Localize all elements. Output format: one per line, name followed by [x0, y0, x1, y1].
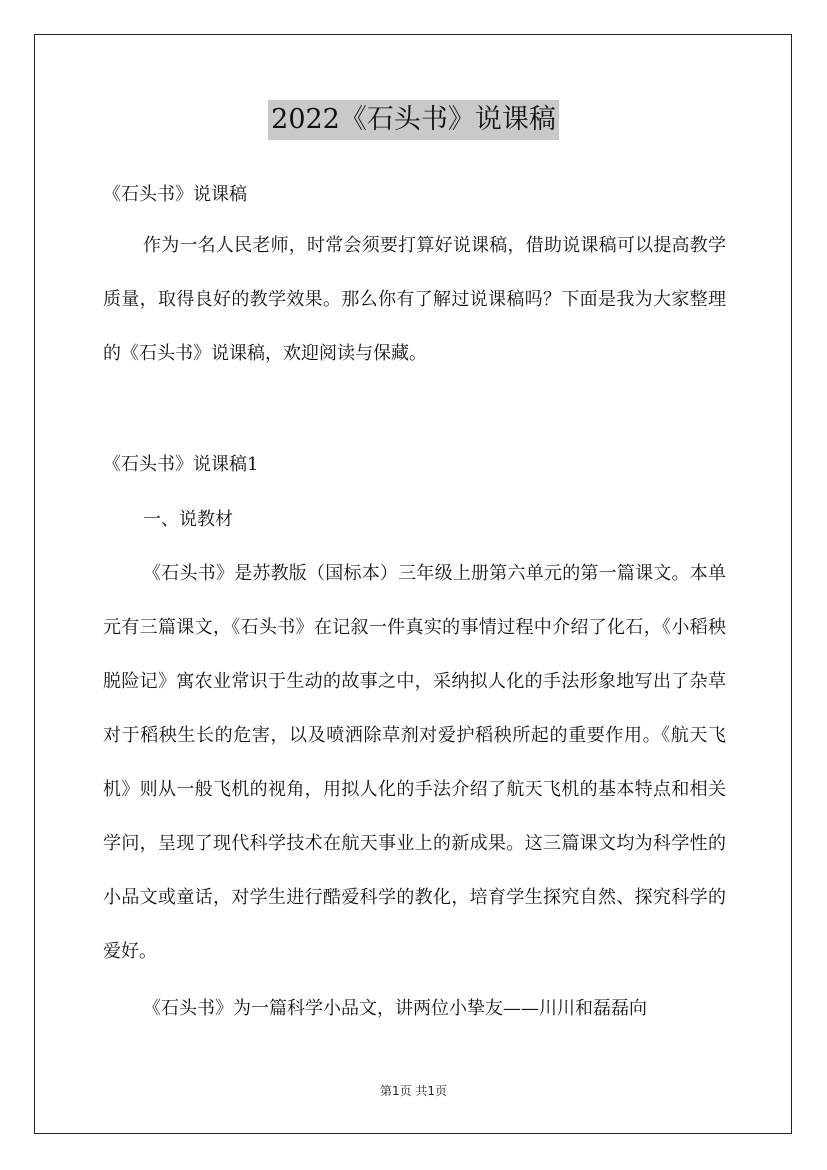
document-title: 2022《石头书》说课稿 — [268, 100, 559, 140]
title-container — [0, 100, 827, 140]
document-subtitle: 《石头书》说课稿 — [103, 184, 247, 205]
intro-paragraph: 作为一名人民老师，时常会须要打算好说课稿，借助说课稿可以提高教学质量，取得良好的教学效果。那么你有了解过说课稿吗？下面是我为大家整理的《石头书》说课稿，欢迎阅读与保藏。 — [103, 235, 726, 364]
body-paragraph-1: 《石头书》是苏教版（国标本）三年级上册第六单元的第一篇课文。本单元有三篇课文，《石头书》在记叙一件真实的事情过程中介绍了化石，《小稻秧脱险记》寓农业常识于生动的故事之中，采纳拟人化的手法形象地写出了杂草对于稻秧生长的危害，以及喷洒除草剂对爱护稻秧所起的重要作用。《航天飞机》则从一般飞机的视角，用拟人化的手法介绍了航天飞机的基本特点和相关学问，呈现了现代科学技术在航天事业上的新成果。这三篇课文均为科学性的小品文或童话，对学生进行酷爱科学的教化，培育学生探究自然、探究科学的爱好。 — [103, 563, 726, 962]
page-footer: 第1页 共1页 — [379, 1084, 448, 1098]
section-heading: 《石头书》说课稿1 — [103, 454, 259, 475]
body-paragraph-2: 《石头书》为一篇科学小品文，讲两位小挚友——川川和磊磊向 — [143, 998, 647, 1019]
subsection-heading: 一、说教材 — [143, 509, 233, 530]
